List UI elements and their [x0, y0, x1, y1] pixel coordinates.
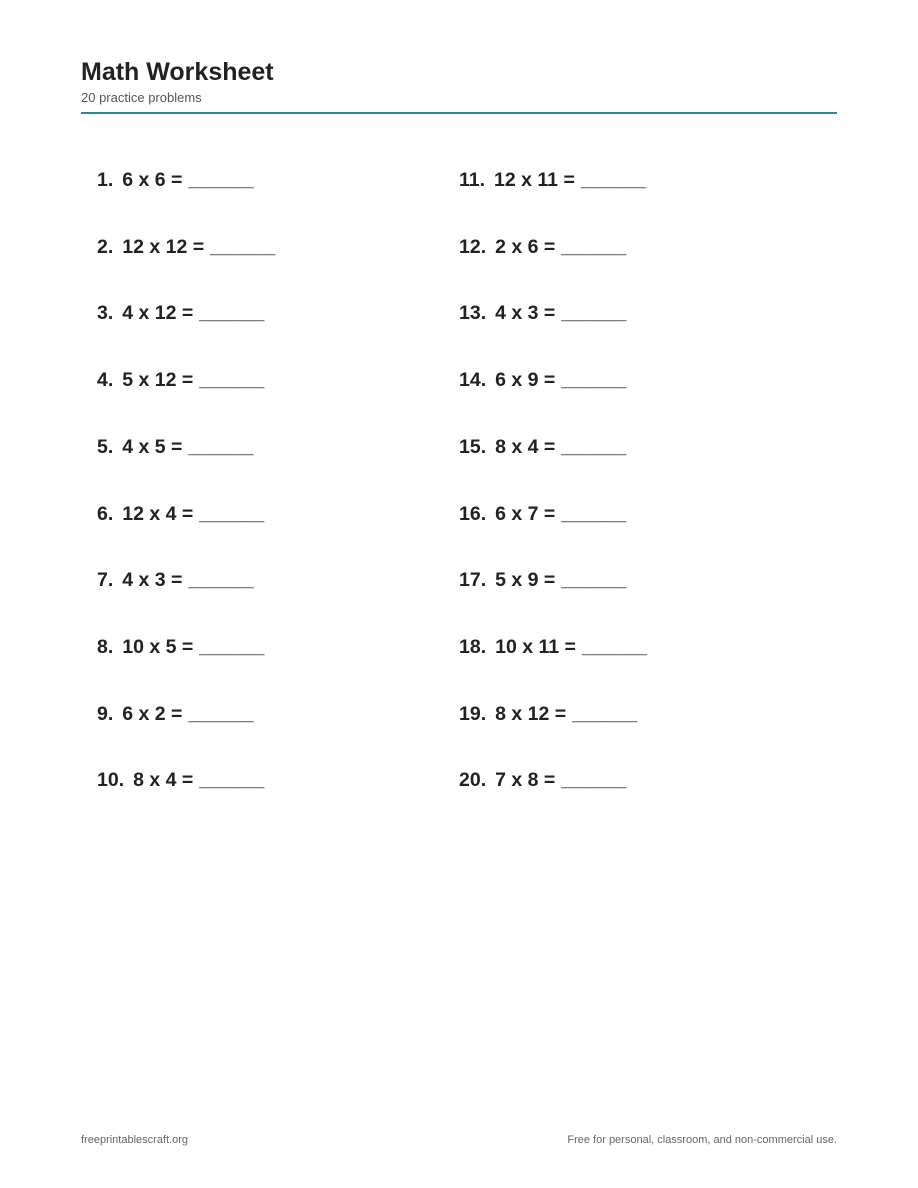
problem-item: [97, 568, 254, 592]
answer-blank[interactable]: ______: [561, 436, 627, 458]
answer-blank[interactable]: ______: [561, 769, 627, 791]
problem-number: 1.: [97, 169, 114, 191]
problem-number: 16.: [459, 503, 487, 525]
answer-blank[interactable]: ______: [199, 769, 265, 791]
problem-expression: 6 x 6 =: [122, 169, 183, 191]
answer-blank[interactable]: ______: [561, 569, 627, 591]
problem-item: [459, 235, 626, 259]
problem-item: [459, 168, 646, 192]
problem-number: 18.: [459, 636, 487, 658]
problem-item: [459, 368, 626, 392]
problem-number: 13.: [459, 302, 487, 324]
answer-blank[interactable]: ______: [580, 169, 646, 191]
problem-expression: 8 x 4 =: [133, 769, 194, 791]
problem-item: [459, 435, 626, 459]
problem-number: 6.: [97, 503, 114, 525]
answer-blank[interactable]: ______: [188, 436, 254, 458]
problem-expression: 2 x 6 =: [495, 236, 556, 258]
problem-expression: 12 x 4 =: [122, 503, 194, 525]
problem-expression: 10 x 5 =: [122, 636, 194, 658]
problem-expression: 5 x 12 =: [122, 369, 194, 391]
answer-blank[interactable]: ______: [188, 169, 254, 191]
problem-number: 9.: [97, 703, 114, 725]
footer-site: freeprintablescraft.org: [81, 1134, 188, 1146]
problem-number: 19.: [459, 703, 487, 725]
answer-blank[interactable]: ______: [188, 703, 254, 725]
page-title: Math Worksheet: [81, 58, 274, 86]
problem-expression: 6 x 9 =: [495, 369, 556, 391]
answer-blank[interactable]: ______: [572, 703, 638, 725]
problem-number: 11.: [459, 169, 486, 191]
problem-expression: 6 x 7 =: [495, 503, 556, 525]
answer-blank[interactable]: ______: [561, 302, 627, 324]
problem-number: 2.: [97, 236, 114, 258]
problem-expression: 5 x 9 =: [495, 569, 556, 591]
problem-item: [459, 702, 637, 726]
problem-expression: 4 x 5 =: [122, 436, 183, 458]
problem-expression: 12 x 12 =: [122, 236, 205, 258]
problem-item: [459, 768, 626, 792]
problem-expression: 8 x 12 =: [495, 703, 567, 725]
problem-number: 7.: [97, 569, 114, 591]
problem-item: [97, 502, 264, 526]
problem-expression: 12 x 11 =: [494, 169, 575, 191]
problem-number: 15.: [459, 436, 487, 458]
problem-item: [459, 502, 626, 526]
problem-expression: 6 x 2 =: [122, 703, 183, 725]
problem-expression: 4 x 3 =: [495, 302, 556, 324]
answer-blank[interactable]: ______: [199, 636, 265, 658]
problem-number: 4.: [97, 369, 114, 391]
answer-blank[interactable]: ______: [561, 503, 627, 525]
answer-blank[interactable]: ______: [581, 636, 647, 658]
problem-number: 17.: [459, 569, 487, 591]
problem-item: [97, 435, 254, 459]
problem-item: [97, 235, 275, 259]
problem-number: 5.: [97, 436, 114, 458]
problem-number: 12.: [459, 236, 487, 258]
problem-item: [459, 635, 647, 659]
problem-expression: 8 x 4 =: [495, 436, 556, 458]
problem-number: 3.: [97, 302, 114, 324]
answer-blank[interactable]: ______: [561, 369, 627, 391]
problem-number: 10.: [97, 769, 125, 791]
answer-blank[interactable]: ______: [199, 302, 265, 324]
problem-item: [459, 301, 626, 325]
problem-expression: 10 x 11 =: [495, 636, 576, 658]
problem-item: [459, 568, 626, 592]
footer-license: Free for personal, classroom, and non-commercial use.: [567, 1134, 837, 1146]
answer-blank[interactable]: ______: [199, 503, 265, 525]
problem-number: 8.: [97, 636, 114, 658]
answer-blank[interactable]: ______: [199, 369, 265, 391]
answer-blank[interactable]: ______: [188, 569, 254, 591]
problem-item: [97, 635, 264, 659]
problem-item: [97, 301, 264, 325]
problem-expression: 4 x 3 =: [122, 569, 183, 591]
page-subtitle: 20 practice problems: [81, 90, 202, 105]
problem-number: 14.: [459, 369, 487, 391]
problem-item: [97, 702, 254, 726]
problem-item: [97, 368, 264, 392]
answer-blank[interactable]: ______: [561, 236, 627, 258]
problem-item: [97, 168, 254, 192]
problem-number: 20.: [459, 769, 487, 791]
problem-expression: 7 x 8 =: [495, 769, 556, 791]
problem-item: [97, 768, 264, 792]
answer-blank[interactable]: ______: [210, 236, 276, 258]
problem-expression: 4 x 12 =: [122, 302, 194, 324]
